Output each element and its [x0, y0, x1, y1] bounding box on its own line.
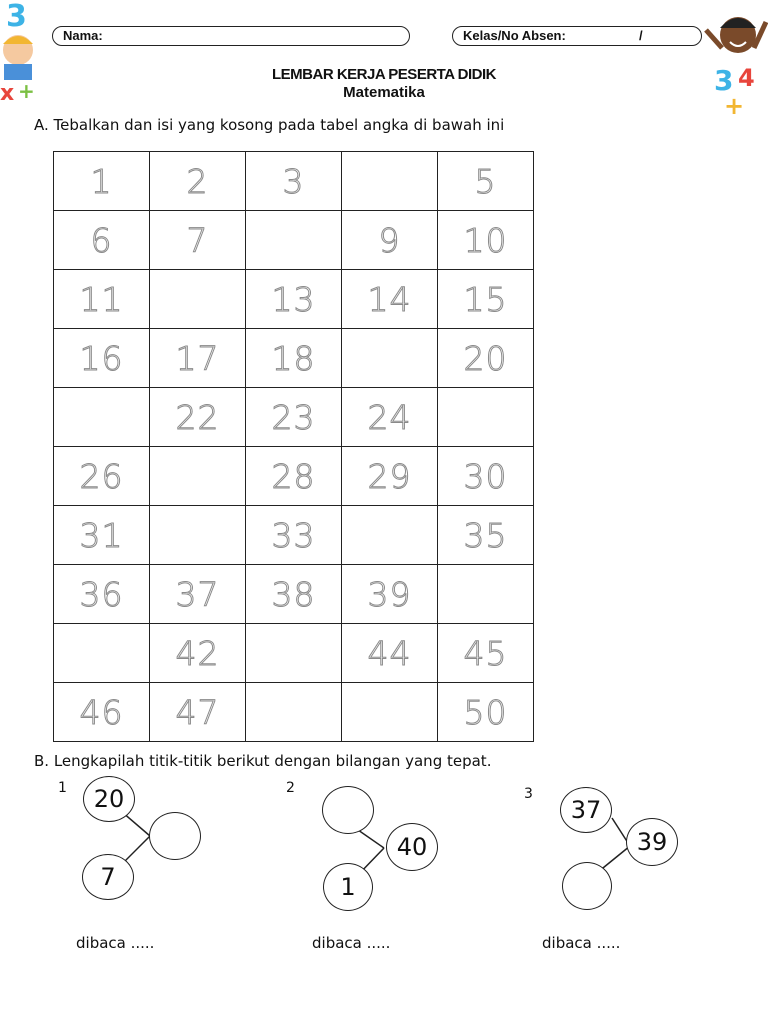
table-cell: 28 — [246, 447, 342, 506]
problem-2-total-circle: 40 — [386, 823, 438, 871]
table-cell: 2 — [150, 152, 246, 211]
svg-text:+: + — [724, 92, 745, 118]
svg-text:3: 3 — [6, 0, 27, 34]
name-label: Nama: — [63, 28, 103, 43]
table-cell: 46 — [54, 683, 150, 742]
table-cell: 37 — [150, 565, 246, 624]
problem-3-number: 3 — [524, 786, 533, 802]
table-cell: 29 — [342, 447, 438, 506]
table-cell: 3 — [246, 152, 342, 211]
table-cell: 17 — [150, 329, 246, 388]
table-cell: 50 — [438, 683, 534, 742]
problem-1-bottom-circle: 7 — [82, 854, 134, 900]
table-cell: 23 — [246, 388, 342, 447]
table-cell: 10 — [438, 211, 534, 270]
svg-text:+: + — [18, 79, 35, 103]
table-cell: 14 — [342, 270, 438, 329]
table-cell: 44 — [342, 624, 438, 683]
table-cell: 7 — [150, 211, 246, 270]
worksheet-title: LEMBAR KERJA PESERTA DIDIK — [272, 66, 496, 83]
table-cell: 18 — [246, 329, 342, 388]
problem-1-read-label: dibaca ..... — [76, 934, 155, 952]
problem-2-top-circle[interactable] — [322, 786, 374, 834]
table-cell: 39 — [342, 565, 438, 624]
table-cell: 47 — [150, 683, 246, 742]
section-b-instruction: B. Lengkapilah titik-titik berikut dengan bilangan yang tepat. — [34, 752, 492, 770]
problem-1-number: 1 — [58, 780, 67, 796]
table-cell: 11 — [54, 270, 150, 329]
table-cell: 5 — [438, 152, 534, 211]
problem-3-top-circle: 37 — [560, 787, 612, 833]
problem-3-read-label: dibaca ..... — [542, 934, 621, 952]
table-cell: 1 — [54, 152, 150, 211]
class-slash: / — [639, 28, 643, 43]
problem-2-bottom-circle: 1 — [323, 863, 373, 911]
table-cell: 22 — [150, 388, 246, 447]
problem-3-bottom-circle[interactable] — [562, 862, 612, 910]
svg-text:4: 4 — [738, 64, 755, 92]
problem-2-number: 2 — [286, 780, 295, 796]
table-cell: 45 — [438, 624, 534, 683]
problem-1-top-circle: 20 — [83, 776, 135, 822]
table-cell: 6 — [54, 211, 150, 270]
table-cell: 36 — [54, 565, 150, 624]
problem-2-read-label: dibaca ..... — [312, 934, 391, 952]
class-label: Kelas/No Absen: — [463, 28, 566, 43]
table-cell: 15 — [438, 270, 534, 329]
table-cell: 30 — [438, 447, 534, 506]
table-cell: 38 — [246, 565, 342, 624]
table-cell: 16 — [54, 329, 150, 388]
worksheet-subject: Matematika — [343, 84, 425, 101]
table-cell: 33 — [246, 506, 342, 565]
svg-text:x: x — [0, 81, 15, 105]
table-cell: 26 — [54, 447, 150, 506]
table-cell: 31 — [54, 506, 150, 565]
section-a-instruction: A. Tebalkan dan isi yang kosong pada tabel angka di bawah ini — [34, 116, 505, 134]
problem-1-total-circle[interactable] — [149, 812, 201, 860]
table-cell: 9 — [342, 211, 438, 270]
table-cell: 42 — [150, 624, 246, 683]
table-cell: 35 — [438, 506, 534, 565]
table-cell: 13 — [246, 270, 342, 329]
problem-3-total-circle: 39 — [626, 818, 678, 866]
svg-text:3: 3 — [714, 64, 734, 97]
table-cell: 24 — [342, 388, 438, 447]
table-cell: 20 — [438, 329, 534, 388]
